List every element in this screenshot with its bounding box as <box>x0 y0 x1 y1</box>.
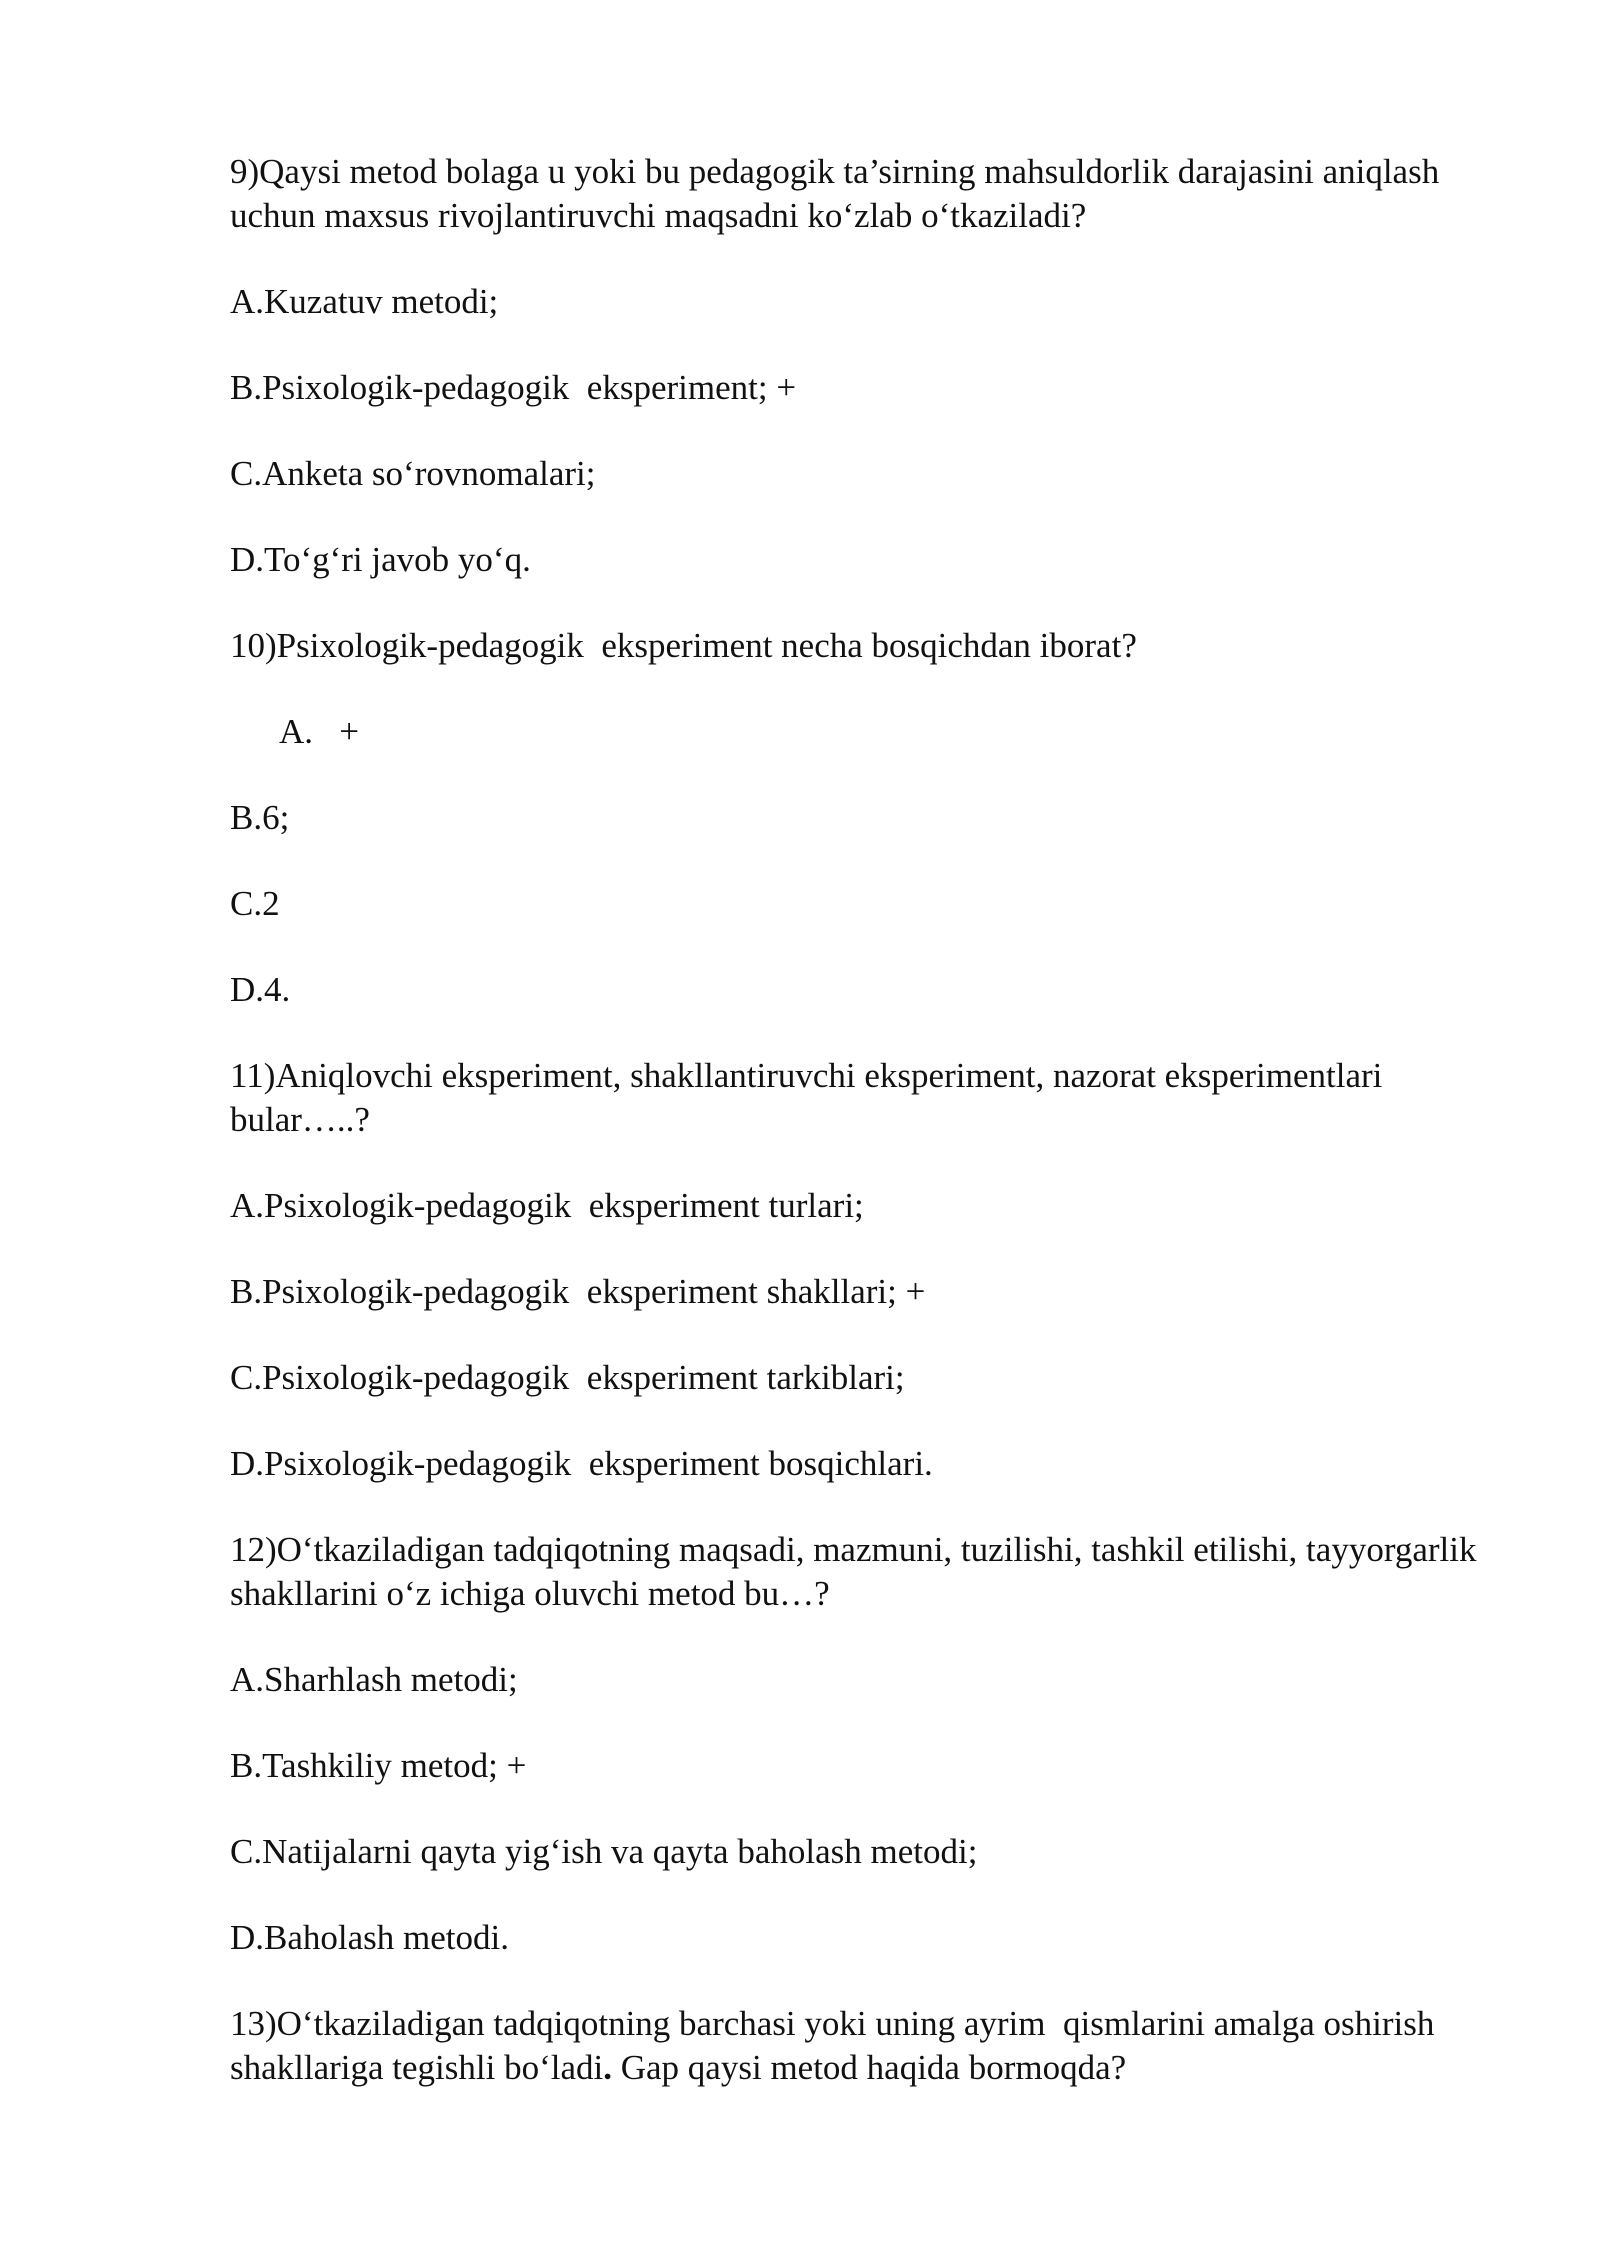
question-13 <box>230 2002 1490 2090</box>
question-12-option-c: C.Natijalarni qayta yig‘ish va qayta baholash metodi; <box>230 1832 978 1871</box>
question-11-option-b: B.Psixologik-pedagogik eksperiment shakllari; + <box>230 1272 926 1311</box>
question-12-option-a: A.Sharhlash metodi; <box>230 1660 518 1699</box>
question-11-option-d: D.Psixologik-pedagogik eksperiment bosqichlari. <box>230 1444 933 1483</box>
question-12: 12)O‘tkaziladigan tadqiqotning maqsadi, mazmuni, tuzilishi, tashkil etilishi, tayyorgarlik shakllarini o‘z ichiga oluvchi metod bu…? <box>230 1530 1486 1613</box>
question-10-option-a: A. + <box>279 712 360 751</box>
question-9-option-a: A.Kuzatuv metodi; <box>230 282 499 321</box>
document-page <box>230 150 1490 2132</box>
question-10-option-b: B.6; <box>230 798 290 837</box>
question-13-text-start: 13)O‘tkaziladigan tadqiqotning barchasi yoki uning ayrim qismlarini amalga oshirish shakllariga tegishli bo‘ladi <box>230 2004 1452 2087</box>
question-12-option-d: D.Baholash metodi. <box>230 1918 509 1957</box>
question-9-option-d: D.To‘g‘ri javob yo‘q. <box>230 540 531 579</box>
question-10-option-d: D.4. <box>230 970 291 1009</box>
question-13-bold-period: . <box>603 2048 612 2087</box>
question-12-option-b: B.Tashkiliy metod; + <box>230 1746 527 1785</box>
question-9-option-b: B.Psixologik-pedagogik eksperiment; + <box>230 368 797 407</box>
question-11-option-a: A.Psixologik-pedagogik eksperiment turlari; <box>230 1186 864 1225</box>
question-9-option-c: C.Anketa so‘rovnomalari; <box>230 454 596 493</box>
question-11: 11)Aniqlovchi eksperiment, shakllantiruvchi eksperiment, nazorat eksperimentlari bular…..? <box>230 1056 1392 1139</box>
question-13-text-end: Gap qaysi metod haqida bormoqda? <box>612 2048 1127 2087</box>
question-11-option-c: C.Psixologik-pedagogik eksperiment tarkiblari; <box>230 1358 905 1397</box>
question-10: 10)Psixologik-pedagogik eksperiment necha bosqichdan iborat? <box>230 626 1137 665</box>
question-10-option-c: C.2 <box>230 884 280 923</box>
question-9: 9)Qaysi metod bolaga u yoki bu pedagogik ta’sirning mahsuldorlik darajasini aniqlash uchun maxsus rivojlantiruvchi maqsadni ko‘zlab o‘tkaziladi? <box>230 152 1448 235</box>
